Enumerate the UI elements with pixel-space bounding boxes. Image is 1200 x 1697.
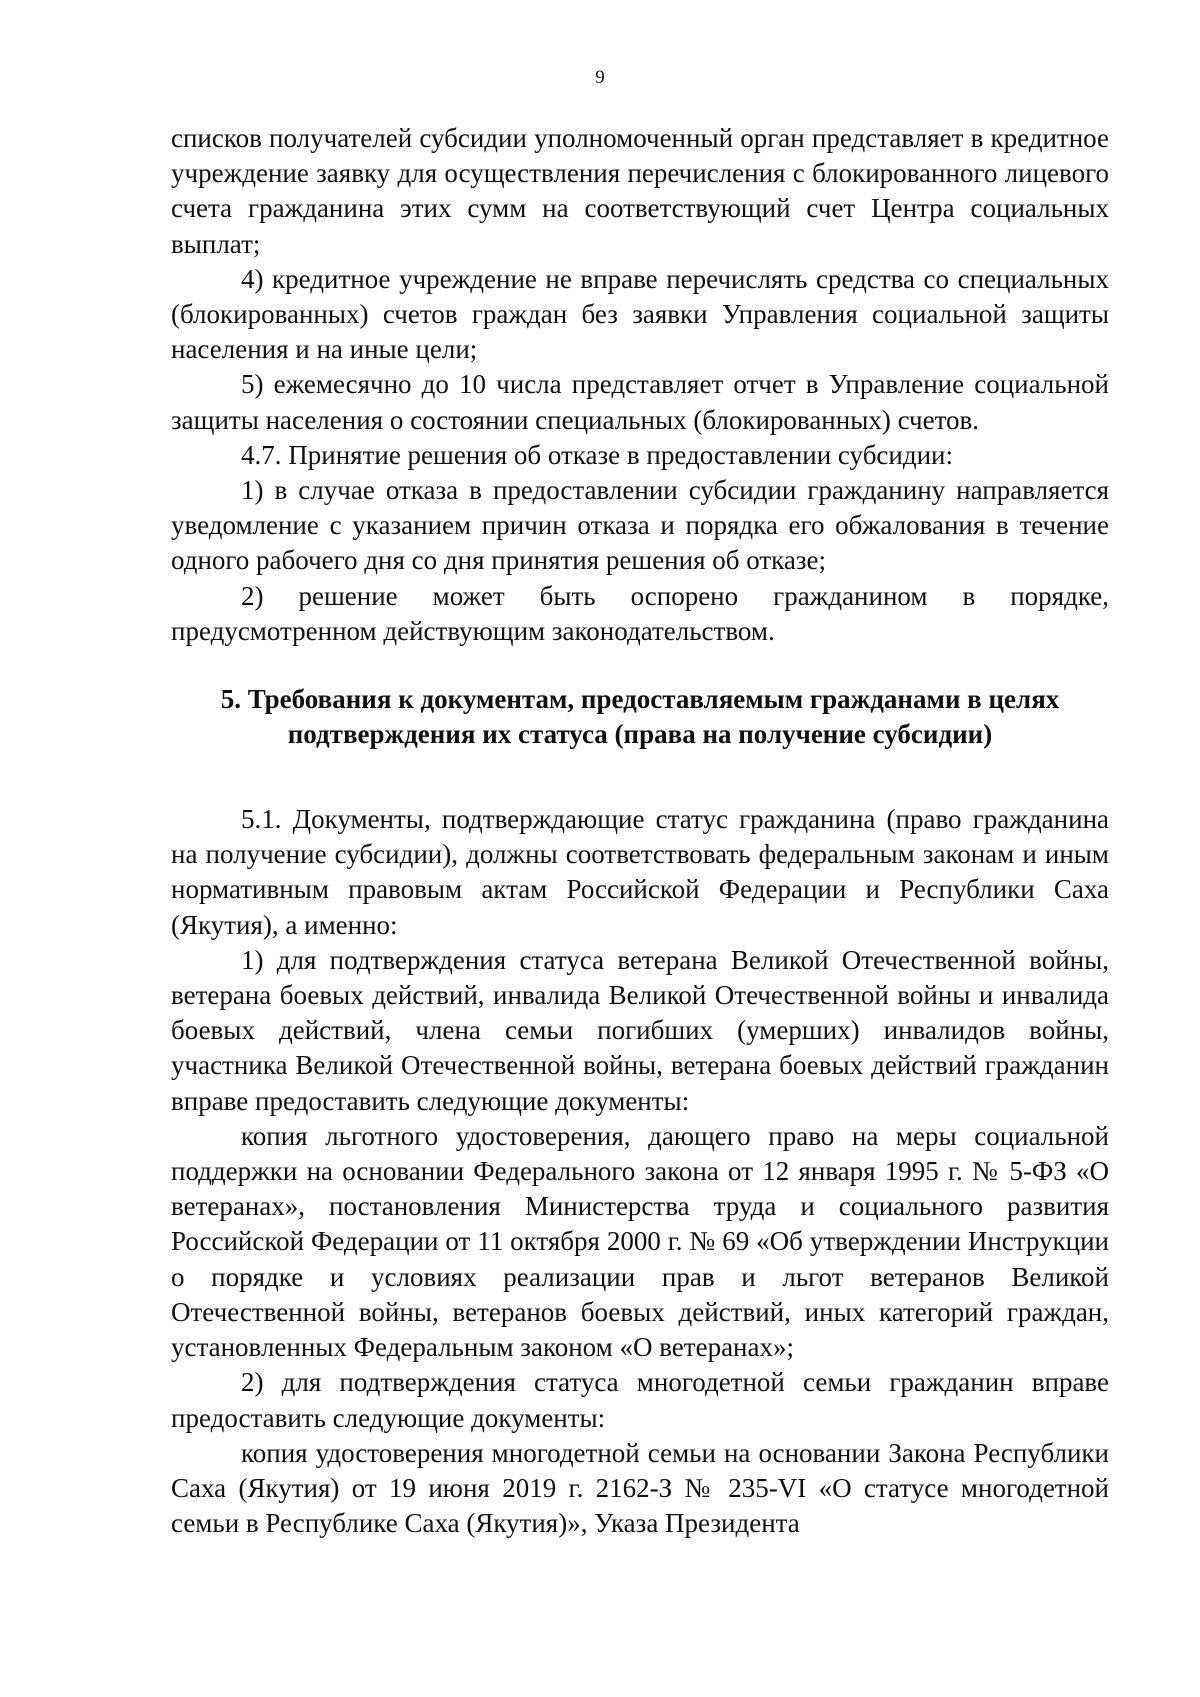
paragraph-item-4: 4) кредитное учреждение не вправе перечислять средства со специальных (блокированных) счетов граждан без заявки Управления социальной защиты населения и на иные цели; xyxy=(171,263,1109,365)
paragraph-refusal-item-2: 2) решение может быть оспорено гражданином в порядке, предусмотренном действующим законодательством. xyxy=(171,580,1109,646)
paragraph-large-family-status: 2) для подтверждения статуса многодетной семьи гражданин вправе предоставить следующие документы: xyxy=(171,1367,1109,1433)
paragraph-clause-5-1: 5.1. Документы, подтверждающие статус гражданина (право гражданина на получение субсидии), должны соответствовать федеральным законам и иным нормативным правовым актам Российской Федерации и Республики Саха (Якутия), а именно: xyxy=(171,804,1109,940)
section-5-heading xyxy=(171,682,1109,751)
paragraph-clause-4-7: 4.7. Принятие решения об отказе в предоставлении субсидии: xyxy=(241,439,954,470)
section-5-heading-line-2: подтверждения их статуса (права на получение субсидии) xyxy=(287,718,993,749)
paragraph-veteran-documents: копия льготного удостоверения, дающего право на меры социальной поддержки на основании Федерального закона от 12 января 1995 г. № 5-ФЗ «О ветеранах», постановления Министерства труда и социального развития Российской Федерации от 11 октября 2000 г. № 69 «Об утверждении Инструкции о порядке и условиях реализации прав и льгот ветеранов Великой Отечественной войны, ветеранов боевых действий, иных категорий граждан, установленных Федеральным законом «О ветеранах»; xyxy=(171,1120,1109,1363)
page-number: 9 xyxy=(595,67,605,88)
paragraph-refusal-item-1: 1) в случае отказа в предоставлении субсидии гражданину направляется уведомление с указанием причин отказа и порядка его обжалования в течение одного рабочего дня со дня принятия решения об отказе; xyxy=(171,475,1109,576)
page-body xyxy=(171,121,1109,1541)
paragraph-large-family-documents: копия удостоверения многодетной семьи на основании Закона Республики Саха (Якутия) от 19 июня 2019 г. 2162-З № 235-VI «О статусе многодетной семьи в Республике Саха (Якутия)», Указа Президента xyxy=(171,1437,1109,1539)
paragraph-veteran-status: 1) для подтверждения статуса ветерана Великой Отечественной войны, ветерана боевых действий, инвалида Великой Отечественной войны и инвалида боевых действий, члена семьи погибших (умерших) инвалидов войны, участника Великой Отечественной войны, ветерана боевых действий гражданин вправе предоставить следующие документы: xyxy=(171,944,1109,1116)
section-spacer xyxy=(171,780,1109,802)
section-5-heading-line-1: 5. Требования к документам, предоставляемым гражданами в целях xyxy=(220,684,1060,715)
paragraph-item-5: 5) ежемесячно до 10 числа представляет отчет в Управление социальной защиты населения о состоянии специальных (блокированных) счетов. xyxy=(171,369,1109,435)
paragraph-continuation: списков получателей субсидии уполномоченный орган представляет в кредитное учреждение заявку для осуществления перечисления с блокированного лицевого счета гражданина этих сумм на соответствующий счет Центра социальных выплат; xyxy=(171,123,1109,259)
